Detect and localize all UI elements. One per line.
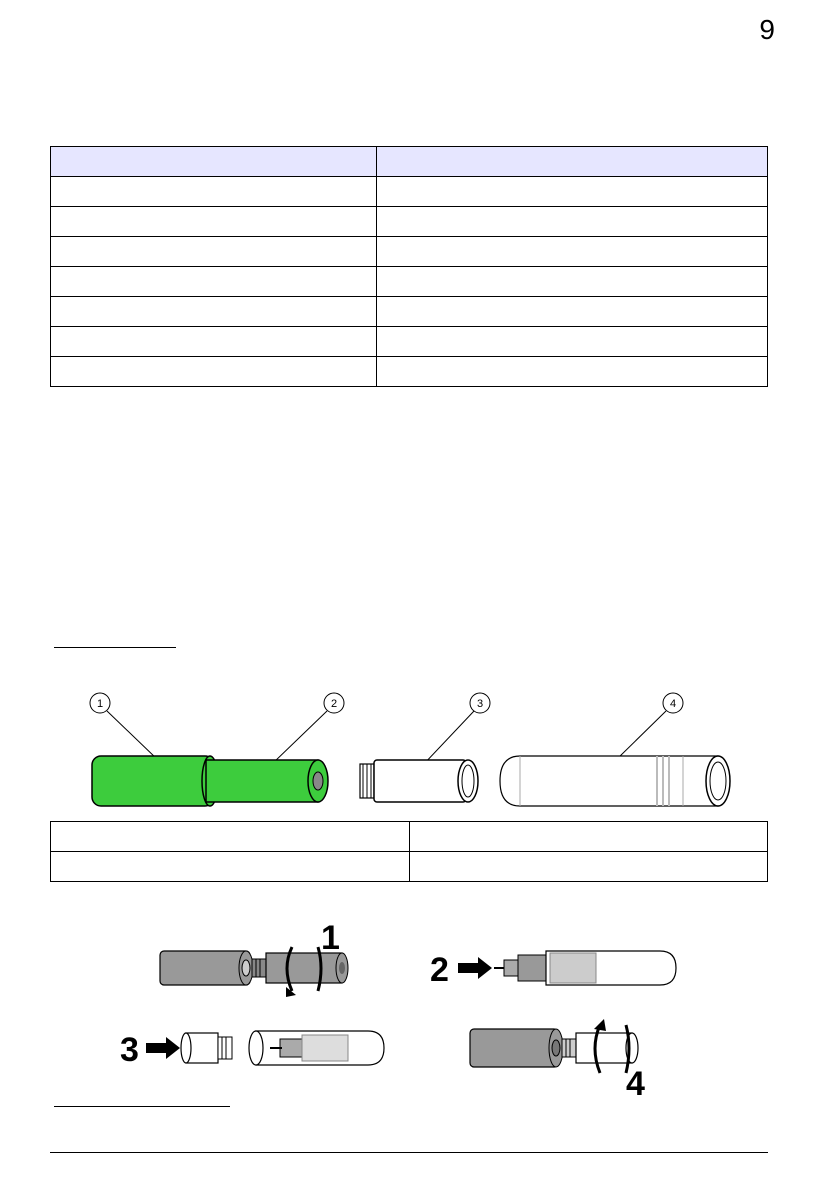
step-1-illustration: [160, 947, 348, 997]
table-cell: [51, 237, 377, 267]
table-cell: [377, 237, 768, 267]
step-2-illustration: [458, 951, 676, 985]
table-header-row: [51, 147, 768, 177]
table-cell: [51, 357, 377, 387]
step-4-number: 4: [626, 1065, 645, 1103]
page-number: 9: [759, 14, 775, 45]
white-adapter: [360, 760, 478, 802]
leader-line-1: [107, 711, 158, 760]
step-1-number: 1: [321, 919, 340, 957]
table-row: [51, 177, 768, 207]
table-cell: [410, 852, 768, 882]
green-probe: [206, 760, 328, 802]
table-cell: [377, 297, 768, 327]
table-cell: [377, 267, 768, 297]
table-cell: [377, 357, 768, 387]
step-3-illustration: [146, 1031, 384, 1065]
table-cell: [377, 327, 768, 357]
table-row: [51, 822, 768, 852]
table-header-cell: [377, 147, 768, 177]
leader-line-4: [616, 711, 666, 760]
steps-figure: [0, 915, 839, 1103]
step-4-illustration: [470, 1019, 638, 1073]
table-cell: [377, 207, 768, 237]
table-cell: [51, 852, 410, 882]
white-cap: [500, 756, 730, 806]
callout-4-label: 4: [669, 698, 677, 710]
callout-3: [470, 693, 490, 713]
table-cell: [51, 327, 377, 357]
callout-3-label: 3: [476, 698, 484, 710]
table-header-cell: [51, 147, 377, 177]
table-cell: [51, 207, 377, 237]
table-row: [51, 237, 768, 267]
table-cell: [51, 177, 377, 207]
figure1-title-rule: [54, 647, 176, 648]
step-2-number: 2: [430, 951, 449, 989]
figure2-caption-rule: [54, 1106, 230, 1107]
arrow-right-icon: [458, 957, 492, 979]
table-row: [51, 207, 768, 237]
step-3-number: 3: [120, 1031, 139, 1069]
leader-line-3: [422, 711, 474, 766]
table-cell: [51, 267, 377, 297]
table-cell: [51, 822, 410, 852]
leader-line-2: [272, 711, 327, 764]
callout-2: [324, 693, 344, 713]
callout-4: [663, 693, 683, 713]
callout-1-label: 1: [96, 698, 104, 710]
table-cell: [51, 297, 377, 327]
arrow-right-icon: [146, 1037, 180, 1059]
table-cell: [377, 177, 768, 207]
table-cell: [410, 822, 768, 852]
callout-2-label: 2: [330, 698, 338, 710]
component-figure: [0, 690, 839, 815]
specification-table: [50, 146, 768, 387]
table-row: [51, 852, 768, 882]
footer-rule: [50, 1152, 768, 1153]
table-row: [51, 357, 768, 387]
green-sensor-body: [92, 756, 218, 806]
legend-table: [50, 821, 768, 882]
table-row: [51, 267, 768, 297]
table-row: [51, 327, 768, 357]
callout-1: [90, 693, 110, 713]
table-row: [51, 297, 768, 327]
figure2-title-rule: [54, 881, 320, 882]
